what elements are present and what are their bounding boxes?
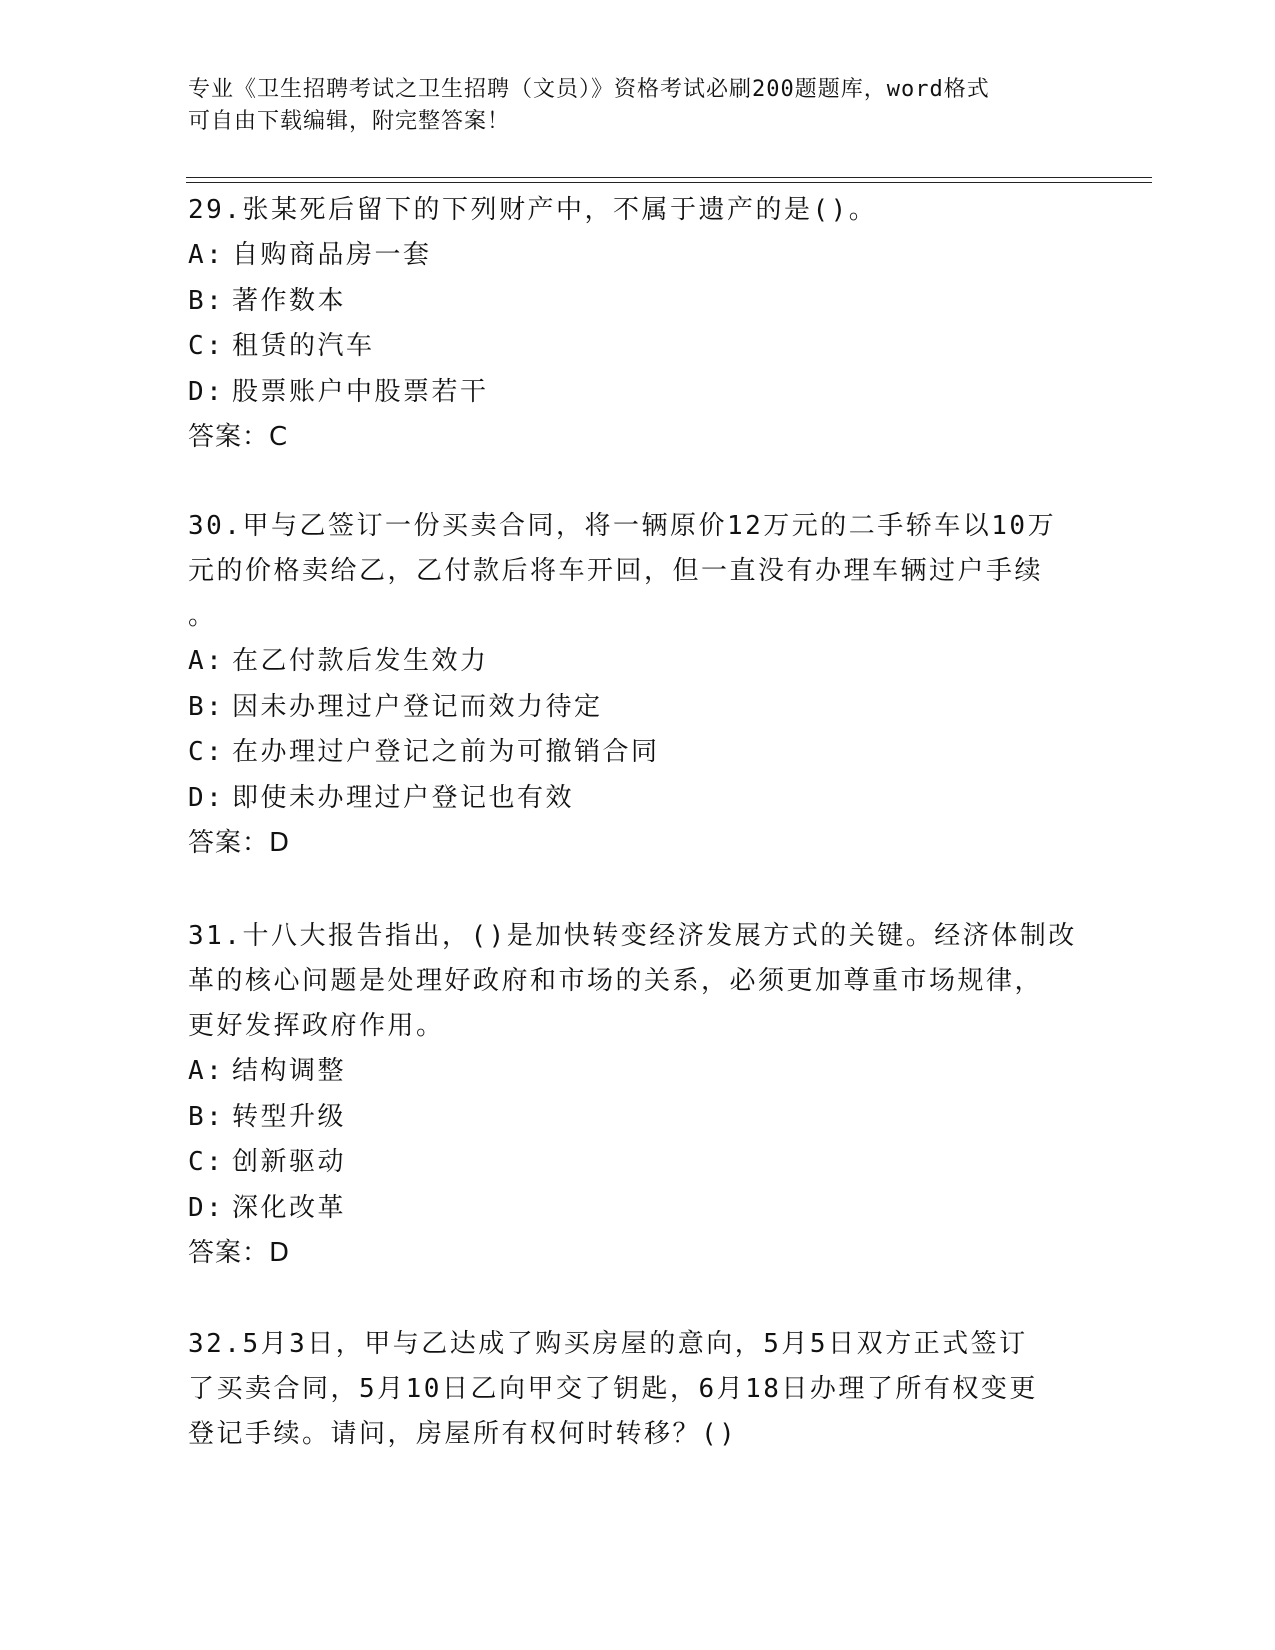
document-header <box>188 74 1068 138</box>
question-stem-line-2: 元的价格卖给乙，乙付款后将车开回，但一直没有办理车辆过户手续 <box>188 556 1044 586</box>
option-c <box>188 324 1078 370</box>
option-b <box>188 685 1078 731</box>
question-30 <box>188 504 1078 866</box>
option-letter: C: <box>188 1147 225 1177</box>
question-stem-line-2: 革的核心问题是处理好政府和市场的关系，必须更加尊重市场规律， <box>188 966 1044 996</box>
option-text: 创新驱动 <box>232 1147 347 1177</box>
option-letter: D: <box>188 782 225 813</box>
option-d <box>188 776 1078 822</box>
answer-line: 答案：D <box>188 1238 291 1268</box>
option-text: 在办理过户登记之前为可撤销合同 <box>232 737 660 767</box>
option-c <box>188 730 1078 776</box>
option-letter: C: <box>188 737 225 767</box>
question-31 <box>188 914 1078 1276</box>
option-text: 转型升级 <box>232 1101 347 1132</box>
option-letter: B: <box>188 1101 225 1132</box>
option-a <box>188 1049 1078 1095</box>
header-divider-top <box>186 177 1152 178</box>
option-letter: A: <box>188 1056 225 1086</box>
option-letter: C: <box>188 331 225 361</box>
header-divider-bottom <box>186 182 1152 183</box>
option-c <box>188 1140 1078 1186</box>
question-29 <box>188 188 1078 460</box>
option-text: 在乙付款后发生效力 <box>232 646 489 676</box>
option-text: 结构调整 <box>232 1056 347 1086</box>
option-a <box>188 639 1078 685</box>
question-stem: 29.张某死后留下的下列财产中，不属于遗产的是()。 <box>188 195 878 225</box>
option-text: 因未办理过户登记而效力待定 <box>232 691 603 722</box>
option-d <box>188 1186 1078 1232</box>
question-stem-line-1: 30.甲与乙签订一份买卖合同，将一辆原价12万元的二手轿车以10万 <box>188 511 1057 541</box>
option-text: 股票账户中股票若干 <box>232 376 489 407</box>
option-a <box>188 233 1078 279</box>
question-stem-line-3: 。 <box>188 601 217 631</box>
question-stem-line-1: 31.十八大报告指出，()是加快转变经济发展方式的关键。经济体制改 <box>188 921 1077 951</box>
option-b <box>188 279 1078 325</box>
question-stem-line-1: 32.5月3日，甲与乙达成了购买房屋的意向，5月5日双方正式签订 <box>188 1329 1028 1359</box>
question-stem-line-3: 登记手续。请问，房屋所有权何时转移？() <box>188 1419 738 1449</box>
option-letter: A: <box>188 646 225 676</box>
option-d <box>188 370 1078 416</box>
answer-line: 答案：C <box>188 422 289 452</box>
option-letter: D: <box>188 376 225 407</box>
option-letter: B: <box>188 691 225 722</box>
option-text: 即使未办理过户登记也有效 <box>232 782 575 813</box>
option-b <box>188 1095 1078 1141</box>
option-letter: B: <box>188 285 225 316</box>
option-text: 著作数本 <box>232 285 347 316</box>
answer-line: 答案：D <box>188 828 291 858</box>
header-line-1: 专业《卫生招聘考试之卫生招聘（文员）》资格考试必刷200题题库，word格式 <box>188 77 990 102</box>
option-letter: A: <box>188 240 225 270</box>
option-letter: D: <box>188 1192 225 1223</box>
question-32 <box>188 1322 1078 1457</box>
option-text: 自购商品房一套 <box>232 240 432 270</box>
option-text: 租赁的汽车 <box>232 331 375 361</box>
question-stem-line-2: 了买卖合同，5月10日乙向甲交了钥匙，6月18日办理了所有权变更 <box>188 1374 1038 1404</box>
option-text: 深化改革 <box>232 1192 347 1223</box>
question-stem-line-3: 更好发挥政府作用。 <box>188 1011 445 1041</box>
header-line-2: 可自由下载编辑，附完整答案！ <box>188 109 511 134</box>
